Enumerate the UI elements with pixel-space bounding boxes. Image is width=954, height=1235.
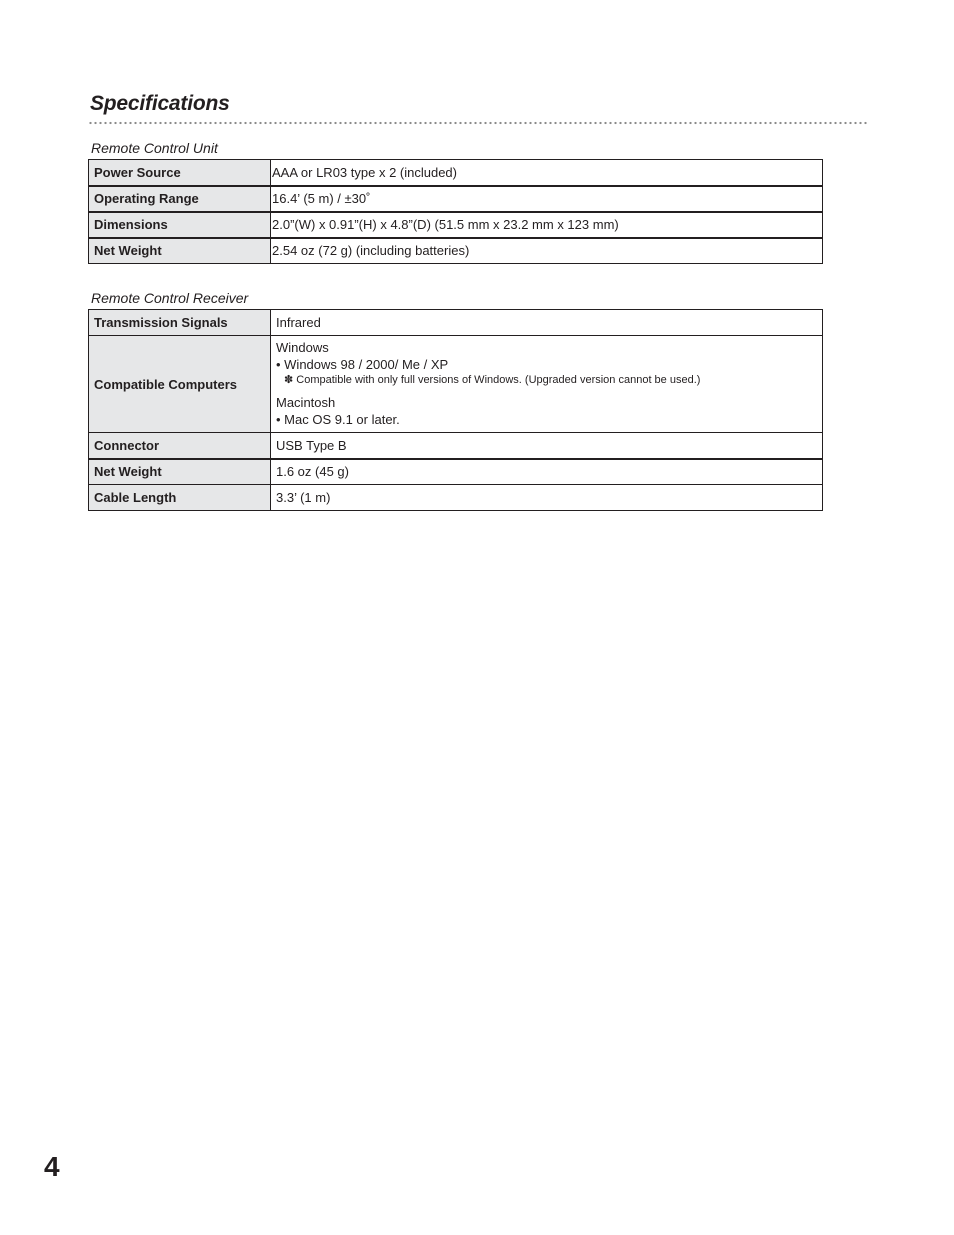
- table-row: [89, 212, 823, 238]
- spec-key-operating-range: Operating Range: [89, 186, 271, 212]
- spec-value-compatible-computers: [271, 336, 823, 433]
- macintosh-heading: Macintosh: [276, 394, 336, 410]
- spec-value-net-weight: 2.54 oz (72 g) (including batteries): [271, 238, 823, 264]
- remote-control-receiver-table: [88, 309, 823, 511]
- table-row: [89, 433, 823, 459]
- table-row: [89, 238, 823, 264]
- section-label-remote-control-receiver: Remote Control Receiver: [91, 290, 249, 306]
- spec-key-connector: Connector: [89, 433, 271, 459]
- mac-os-item: • Mac OS 9.1 or later.: [276, 411, 400, 427]
- table-row: [89, 336, 823, 433]
- spec-value-transmission-signals: Infrared: [271, 310, 823, 336]
- spec-key-cable-length: Cable Length: [89, 485, 271, 511]
- remote-control-unit-table: [88, 159, 823, 264]
- spec-key-transmission-signals: Transmission Signals: [89, 310, 271, 336]
- table-row: [89, 485, 823, 511]
- spec-value-power-source: AAA or LR03 type x 2 (included): [271, 160, 823, 186]
- dotted-divider: [88, 121, 868, 125]
- page-number: 4: [44, 1151, 60, 1182]
- spec-value-connector: USB Type B: [271, 433, 823, 459]
- spec-value-cable-length: 3.3’ (1 m): [271, 485, 823, 511]
- table-row: [89, 459, 823, 485]
- spec-value-dimensions: 2.0”(W) x 0.91”(H) x 4.8”(D) (51.5 mm x 23.2 mm x 123 mm): [271, 212, 823, 238]
- spec-key-dimensions: Dimensions: [89, 212, 271, 238]
- windows-heading: Windows: [276, 339, 329, 355]
- spec-value-net-weight: 1.6 oz (45 g): [271, 459, 823, 485]
- spec-key-net-weight: Net Weight: [89, 238, 271, 264]
- spec-value-operating-range: 16.4’ (5 m) / ±30˚: [271, 186, 823, 212]
- spec-key-compatible-computers: Compatible Computers: [89, 336, 271, 433]
- windows-versions-item: • Windows 98 / 2000/ Me / XP: [276, 356, 449, 372]
- windows-compatibility-note: ✽ Compatible with only full versions of Windows. (Upgraded version cannot be used.): [284, 373, 701, 386]
- page-title: Specifications: [90, 92, 230, 115]
- table-row: [89, 160, 823, 186]
- spec-key-power-source: Power Source: [89, 160, 271, 186]
- spec-key-net-weight: Net Weight: [89, 459, 271, 485]
- table-row: [89, 186, 823, 212]
- table-row: [89, 310, 823, 336]
- section-label-remote-control-unit: Remote Control Unit: [91, 140, 218, 156]
